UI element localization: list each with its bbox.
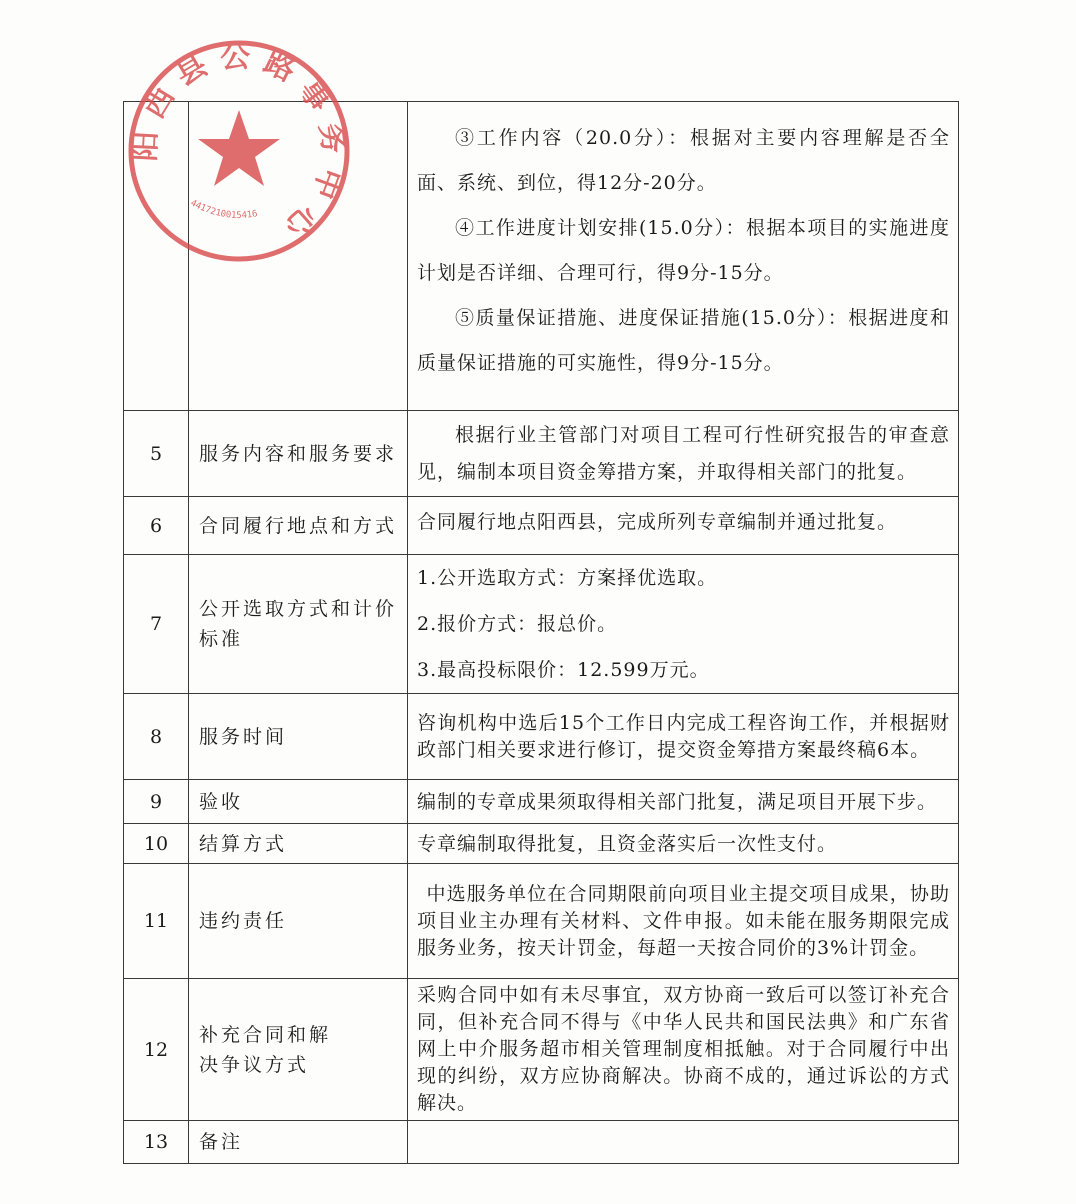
content-paragraph: 1.公开选取方式：方案择优选取。 [417, 567, 718, 589]
content-paragraph: 根据行业主管部门对项目工程可行性研究报告的审查意见，编制本项目资金筹措方案，并取得相关部门的批复。 [417, 423, 950, 483]
row-content [408, 694, 959, 780]
row-content [408, 780, 959, 824]
content-paragraph: 编制的专章成果须取得相关部门批复，满足项目开展下步。 [417, 790, 938, 813]
row-number: 9 [124, 780, 189, 824]
row-number: 5 [124, 411, 189, 497]
table-row [124, 780, 959, 824]
row-number [124, 102, 189, 411]
row-content [408, 824, 959, 864]
content-paragraph: 合同履行地点阳西县，完成所列专章编制并通过批复。 [417, 511, 898, 533]
row-content [408, 411, 959, 497]
row-item: 服务时间 [189, 694, 408, 780]
content-paragraph: ④工作进度计划安排(15.0分）：根据本项目的实施进度计划是否详细、合理可行，得9分-15分。 [417, 217, 950, 284]
row-number: 10 [124, 824, 189, 864]
row-item-label: 合同履行地点和方式 [199, 514, 398, 537]
row-number: 7 [124, 555, 189, 694]
seal-serial: 4417210015416 [188, 198, 259, 222]
table-row [124, 1121, 959, 1164]
row-number: 6 [124, 497, 189, 555]
row-item: 结算方式 [189, 824, 408, 864]
row-content [408, 864, 959, 979]
table-row [124, 979, 959, 1121]
row-content [408, 555, 959, 694]
row-item-label: 补充合同和解决争议方式 [199, 1023, 332, 1076]
row-item [189, 411, 408, 497]
table-row [124, 824, 959, 864]
row-number: 13 [124, 1121, 189, 1164]
seal-text: 阳西县公路事务中心 [127, 39, 352, 245]
row-item [189, 555, 408, 694]
row-content [408, 497, 959, 555]
row-content [408, 979, 959, 1121]
row-item-label: 服务内容和服务要求 [199, 442, 398, 465]
requirements-table [123, 101, 959, 1164]
row-number: 11 [124, 864, 189, 979]
table-row [124, 497, 959, 555]
table-row [124, 102, 959, 411]
table-row [124, 864, 959, 979]
table-row [124, 555, 959, 694]
row-item [189, 979, 408, 1121]
row-item [189, 497, 408, 555]
row-item: 备注 [189, 1121, 408, 1164]
row-content [408, 102, 959, 411]
row-content [408, 1121, 959, 1164]
content-paragraph: 中选服务单位在合同期限前向项目业主提交项目成果，协助项目业主办理有关材料、文件申报。如未能在服务期限完成服务业务，按天计罚金，每超一天按合同价的3%计罚金。 [417, 882, 950, 959]
content-paragraph: 采购合同中如有未尽事宜，双方协商一致后可以签订补充合同，但补充合同不得与《中华人民共和国民法典》和广东省网上中介服务超市相关管理制度相抵触。对于合同履行中出现的纠纷，双方应协商解决。协商不成的，通过诉讼的方式解决。 [417, 984, 950, 1114]
row-item-label: 公开选取方式和计价标准 [199, 598, 398, 650]
content-paragraph: ③工作内容（20.0分）：根据对主要内容理解是否全面、系统、到位，得12分-20分。 [417, 127, 950, 194]
row-item: 验收 [189, 780, 408, 824]
content-paragraph: ⑤质量保证措施、进度保证措施(15.0分）：根据进度和质量保证措施的可实施性，得9分-15分。 [417, 307, 950, 374]
content-paragraph: 咨询机构中选后15个工作日内完成工程咨询工作，并根据财政部门相关要求进行修订，提交资金筹措方案最终稿6本。 [417, 711, 950, 761]
row-item [189, 102, 408, 411]
content-paragraph: 3.最高投标限价：12.599万元。 [417, 659, 710, 681]
content-paragraph: 2.报价方式：报总价。 [417, 613, 618, 635]
content-paragraph: 专章编制取得批复，且资金落实后一次性支付。 [417, 832, 838, 855]
table-row [124, 411, 959, 497]
table-row [124, 694, 959, 780]
row-number: 12 [124, 979, 189, 1121]
row-number: 8 [124, 694, 189, 780]
row-item: 违约责任 [189, 864, 408, 979]
